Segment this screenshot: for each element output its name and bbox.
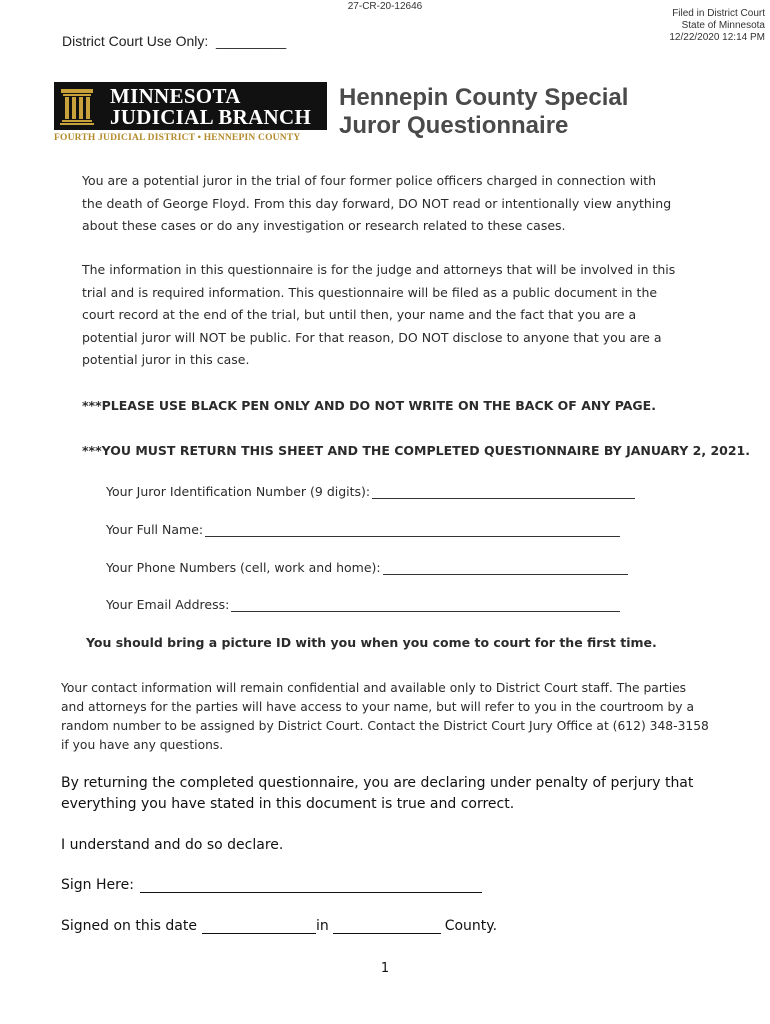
paragraph-line: potential juror will NOT be public. For that reason, DO NOT disclose to anyone that you are a: [82, 329, 662, 345]
minnesota-judicial-branch-logo: [54, 82, 327, 148]
notice-text: ***PLEASE USE BLACK PEN ONLY AND DO NOT WRITE ON THE BACK OF ANY PAGE.: [82, 398, 656, 413]
paragraph-line: By returning the completed questionnaire, you are declaring under penalty of perjury that: [61, 775, 694, 791]
statement-text: I understand and do so declare.: [61, 837, 284, 853]
email-label: Your Email Address:: [106, 597, 230, 612]
signed-county-label: County.: [444, 918, 498, 934]
signed-date-prefix: Signed on this date: [61, 918, 197, 934]
phone-field[interactable]: [106, 560, 628, 575]
paragraph-line: about these cases or do any investigation or research related to these cases.: [82, 218, 566, 233]
juror-id-label: Your Juror Identification Number (9 digits):: [106, 484, 371, 499]
filed-stamp: [669, 8, 765, 44]
email-field[interactable]: [106, 597, 620, 612]
signature-field[interactable]: [61, 877, 482, 893]
paragraph-line: if you have any questions.: [61, 738, 224, 752]
page-number: 1: [380, 961, 390, 976]
signed-date-field[interactable]: [61, 918, 497, 934]
juror-id-line[interactable]: [372, 486, 635, 499]
courthouse-icon: [58, 86, 96, 126]
full-name-label: Your Full Name:: [106, 522, 204, 537]
picture-id-note: [86, 632, 706, 655]
understand-statement: [61, 835, 283, 856]
paragraph-line: everything you have stated in this document is true and correct.: [61, 796, 515, 812]
contact-paragraph: [61, 679, 721, 755]
signature-line[interactable]: [140, 878, 482, 893]
filed-line: Filed in District Court: [672, 8, 765, 19]
sign-here-label: Sign Here:: [61, 877, 134, 893]
logo-text-judicial-branch: JUDICIAL BRANCH: [110, 105, 312, 129]
court-use-blank: _________: [216, 33, 287, 49]
signed-county-line[interactable]: [333, 919, 441, 934]
paragraph-line: You are a potential juror in the trial of four former police officers charged in connection with: [82, 173, 657, 188]
signed-date-line[interactable]: [202, 919, 316, 934]
full-name-field[interactable]: [106, 522, 620, 537]
paragraph-line: Your contact information will remain confidential and available only to District Court staff. The parties: [61, 681, 687, 695]
intro-paragraph: [82, 170, 702, 238]
court-use-label: District Court Use Only:: [62, 33, 209, 49]
court-use-only: [62, 33, 286, 49]
email-line[interactable]: [231, 599, 620, 612]
paragraph-line: court record at the end of the trial, but until then, your name and the fact that you are a: [82, 307, 637, 322]
paragraph-line: potential juror in this case.: [82, 352, 250, 367]
title-line: Hennepin County Special: [339, 84, 629, 111]
paragraph-line: the death of George Floyd. From this day forward, DO NOT read or intentionally view anything: [82, 195, 672, 211]
logo-text-minnesota: MINNESOTA: [110, 84, 241, 108]
paragraph-line: and attorneys for the parties will have access to your name, but will refer to you in the courtroom by a: [61, 700, 695, 714]
filed-line: State of Minnesota: [681, 20, 765, 31]
return-deadline-notice: [82, 440, 750, 463]
full-name-line[interactable]: [205, 524, 620, 537]
notice-text: ***YOU MUST RETURN THIS SHEET AND THE COMPLETED QUESTIONNAIRE BY JANUARY 2, 2021.: [82, 443, 750, 458]
logo-subtitle: FOURTH JUDICIAL DISTRICT • HENNEPIN COUNTY: [54, 133, 301, 143]
info-paragraph: [82, 259, 702, 372]
declaration-paragraph: [61, 773, 693, 815]
signed-in-label: in: [315, 918, 329, 934]
juror-id-field[interactable]: [106, 484, 635, 499]
black-pen-notice: [82, 395, 702, 418]
title-line: Juror Questionnaire: [339, 112, 569, 139]
logo-bar: [54, 82, 327, 130]
phone-line[interactable]: [383, 562, 628, 575]
case-number: 27-CR-20-12646: [347, 1, 423, 12]
note-text: You should bring a picture ID with you when you come to court for the first time.: [86, 635, 657, 650]
paragraph-line: trial and is required information. This questionnaire will be filed as a public document in the: [82, 284, 658, 300]
paragraph-line: The information in this questionnaire is for the judge and attorneys that will be involved in this: [82, 262, 676, 277]
phone-label: Your Phone Numbers (cell, work and home):: [106, 560, 381, 575]
page-title: [339, 84, 628, 140]
filed-timestamp: 12/22/2020 12:14 PM: [669, 32, 765, 43]
paragraph-line: random number to be assigned by District Court. Contact the District Court Jury Office at (612) 348-3158: [61, 719, 709, 733]
